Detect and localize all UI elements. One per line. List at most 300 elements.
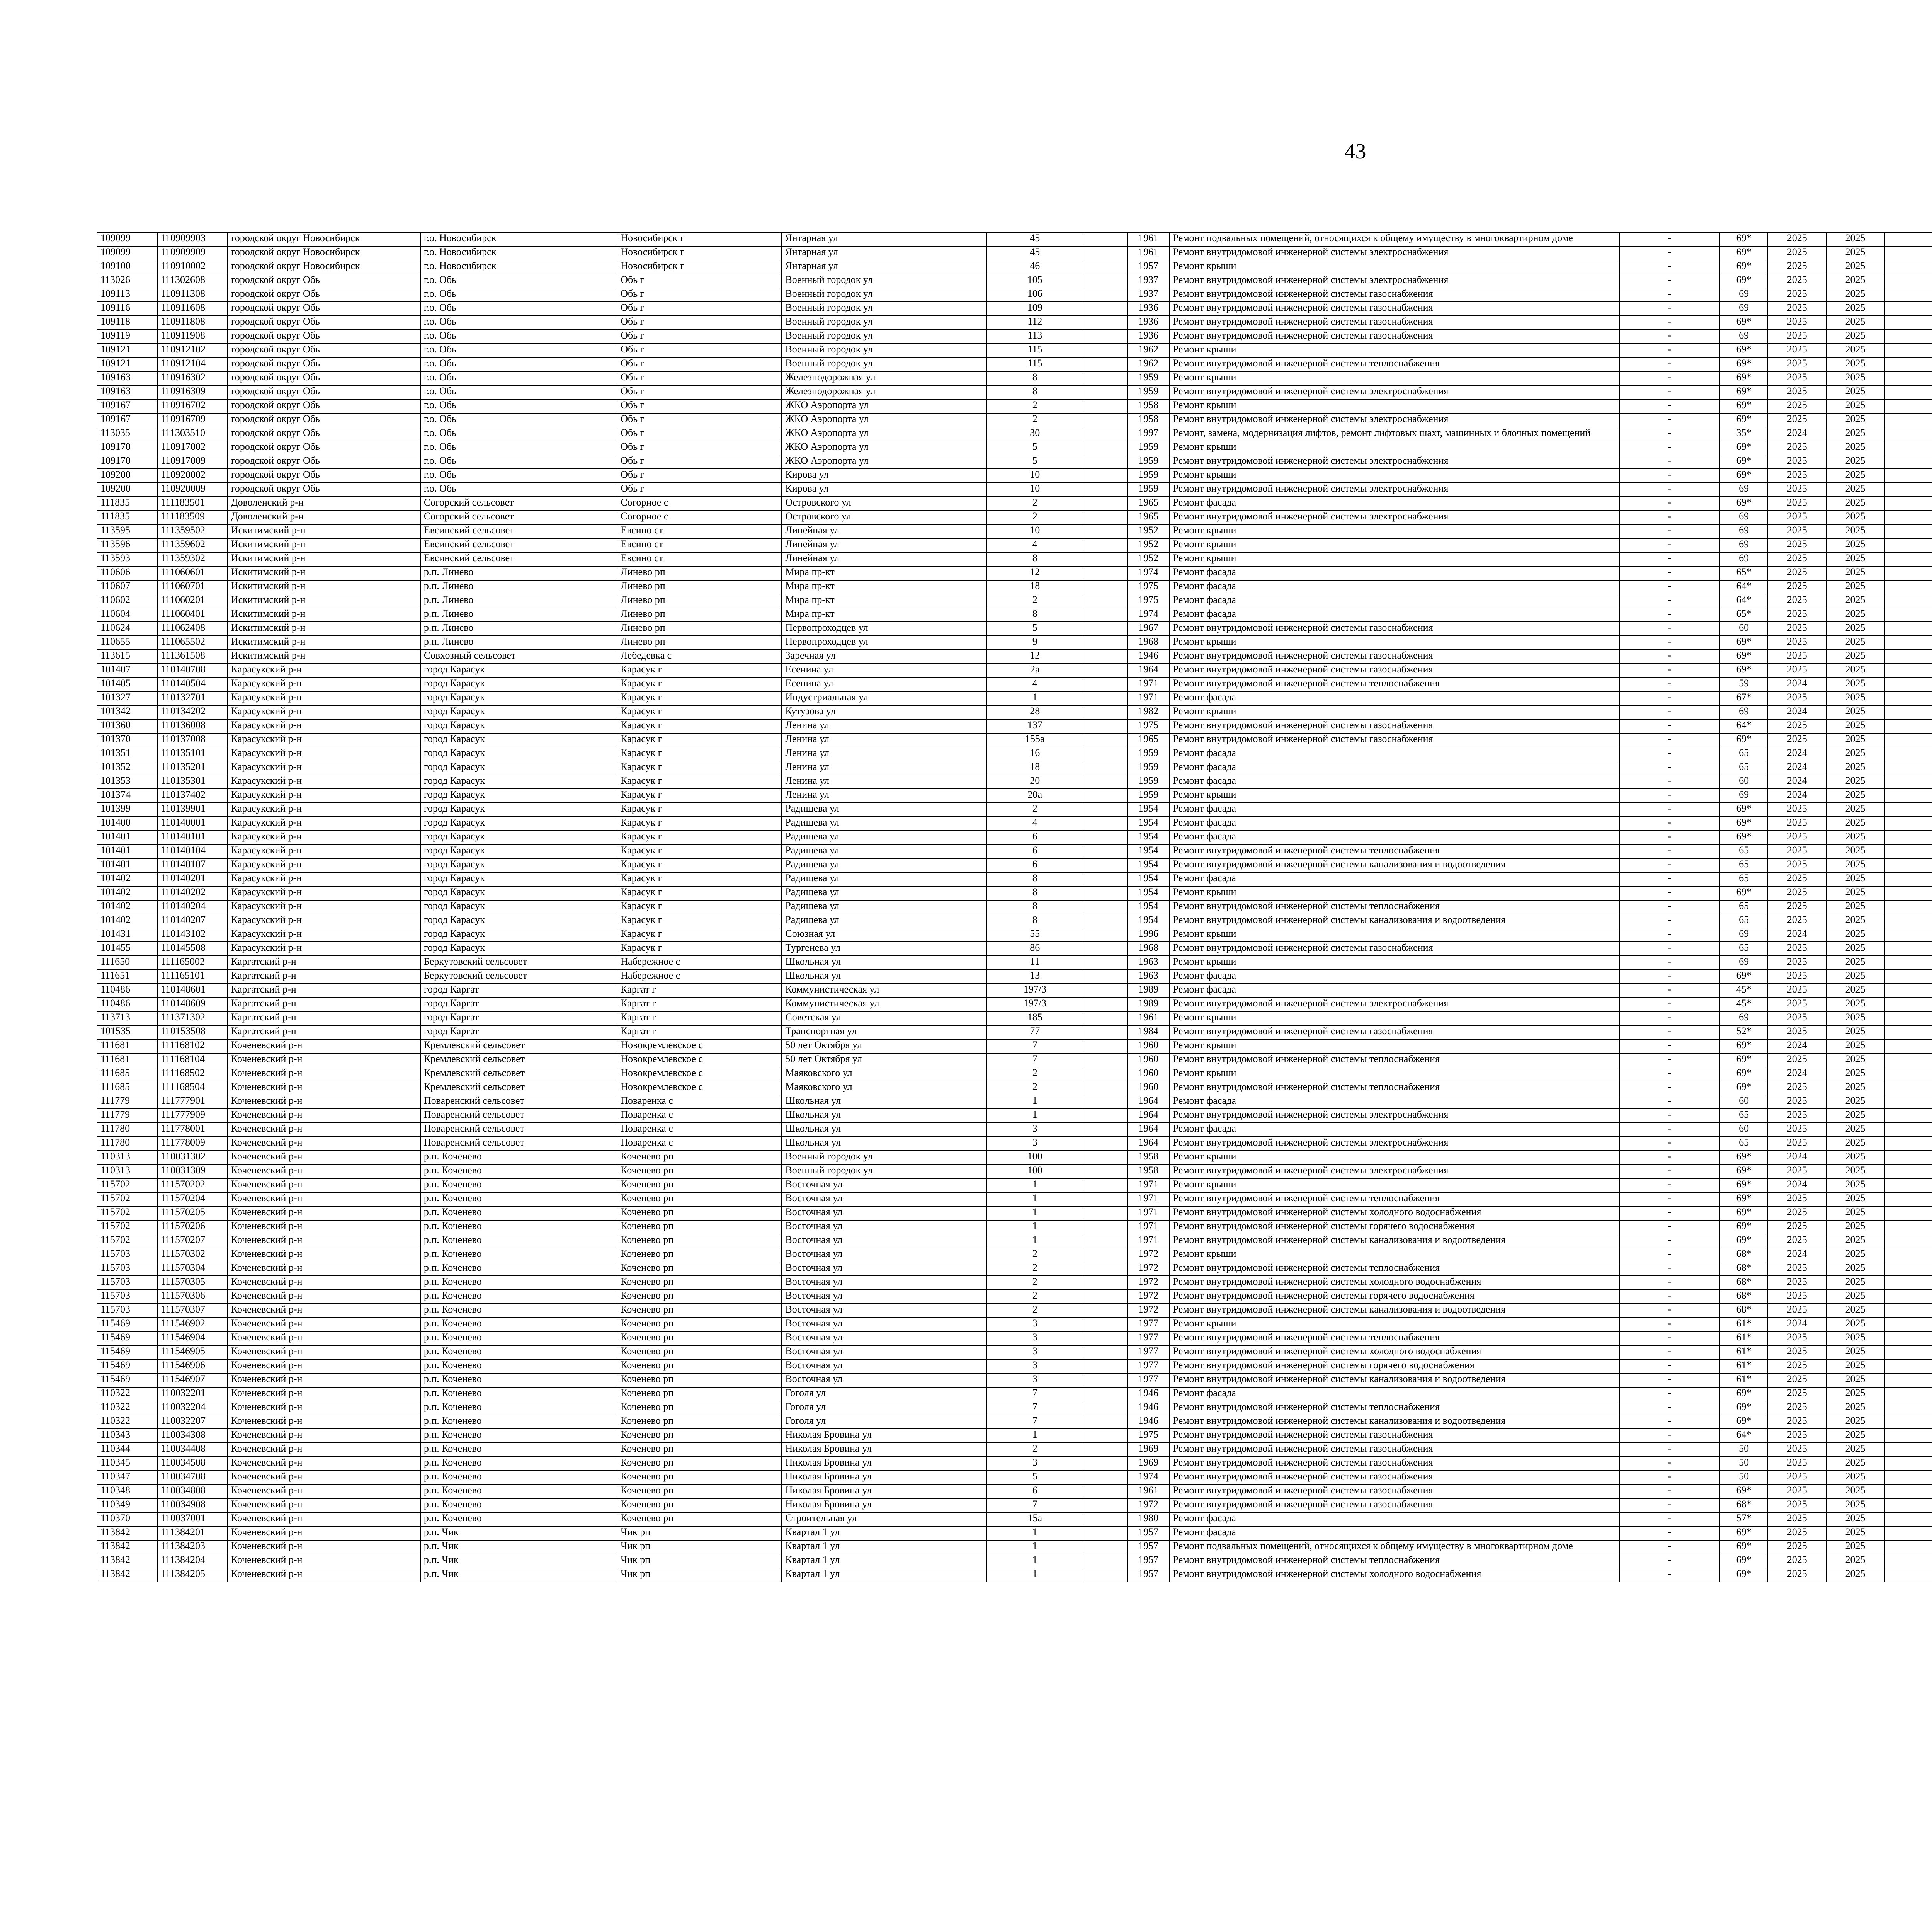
cell-dash: - [1619,775,1720,789]
cell-settlement: Согорский сельсовет [420,511,617,524]
cell-work-code: 110916709 [157,413,228,427]
cell-locality: Коченево рп [617,1485,782,1498]
cell-street: Николая Бровина ул [782,1457,986,1471]
cell-district: Карасукский р-н [228,900,420,914]
cell-house-id: 113596 [97,538,157,552]
cell-work-code: 110136008 [157,719,228,733]
cell-build-year: 1974 [1127,566,1169,580]
cell-blank [1083,344,1127,358]
cell-house-id: 113842 [97,1554,157,1568]
cell-build-year: 1996 [1127,928,1169,942]
cell-norm: 69* [1720,970,1768,984]
cell-build-year: 1989 [1127,998,1169,1011]
cell-norm: 60 [1720,775,1768,789]
cell-norm: 61* [1720,1345,1768,1359]
cell-house-number: 2 [987,497,1083,511]
cell-total-cost [1884,1053,1932,1067]
cell-build-year: 1997 [1127,427,1169,441]
cell-street: Советская ул [782,1011,986,1025]
cell-work-code: 111303510 [157,427,228,441]
cell-street: Николая Бровина ул [782,1443,986,1457]
cell-work-type: Ремонт внутридомовой инженерной системы газоснабжения [1170,733,1619,747]
cell-work-code: 110143102 [157,928,228,942]
cell-blank [1083,886,1127,900]
cell-norm: 69* [1720,1081,1768,1095]
cell-year-end: 2025 [1826,594,1884,608]
cell-house-number: 2 [987,1067,1083,1081]
cell-norm: 69* [1720,1151,1768,1165]
cell-settlement: Кремлевский сельсовет [420,1081,617,1095]
cell-locality: Карасук г [617,831,782,844]
cell-locality: Коченево рп [617,1276,782,1290]
cell-district: Карасукский р-н [228,747,420,761]
cell-street: Восточная ул [782,1206,986,1220]
cell-norm: 69* [1720,1206,1768,1220]
cell-total-cost [1884,1498,1932,1512]
cell-district: Карасукский р-н [228,761,420,775]
cell-house-id: 101400 [97,817,157,831]
cell-house-id: 110370 [97,1512,157,1526]
cell-house-id: 101401 [97,858,157,872]
cell-work-type: Ремонт внутридомовой инженерной системы канализования и водоотведения [1170,858,1619,872]
cell-house-id: 115469 [97,1318,157,1331]
cell-house-number: 2а [987,664,1083,678]
cell-year-end: 2025 [1826,1457,1884,1471]
cell-work-code: 110034708 [157,1471,228,1485]
cell-dash: - [1619,1206,1720,1220]
cell-house-number: 2 [987,511,1083,524]
cell-norm: 69* [1720,441,1768,455]
cell-norm: 68* [1720,1498,1768,1512]
cell-year-start: 2024 [1768,789,1826,803]
cell-settlement: город Карасук [420,831,617,844]
cell-locality: Коченево рп [617,1498,782,1512]
cell-total-cost [1884,1540,1932,1554]
cell-house-number: 106 [987,288,1083,302]
cell-blank [1083,288,1127,302]
cell-street: Маяковского ул [782,1067,986,1081]
cell-year-end: 2025 [1826,858,1884,872]
cell-year-end: 2025 [1826,1192,1884,1206]
cell-year-start: 2025 [1768,483,1826,497]
cell-year-start: 2025 [1768,302,1826,316]
cell-district: Искитимский р-н [228,566,420,580]
cell-house-number: 1 [987,1178,1083,1192]
cell-house-id: 115469 [97,1331,157,1345]
cell-house-id: 109170 [97,455,157,469]
cell-locality: Коченево рп [617,1345,782,1359]
cell-work-type: Ремонт внутридомовой инженерной системы теплоснабжения [1170,1081,1619,1095]
cell-settlement: город Карасук [420,747,617,761]
table-row [97,1429,1932,1443]
cell-blank [1083,831,1127,844]
cell-build-year: 1958 [1127,399,1169,413]
cell-build-year: 1959 [1127,385,1169,399]
cell-blank [1083,566,1127,580]
cell-work-code: 111384205 [157,1568,228,1582]
cell-total-cost [1884,664,1932,678]
cell-street: Восточная ул [782,1220,986,1234]
cell-work-type: Ремонт внутридомовой инженерной системы канализования и водоотведения [1170,914,1619,928]
cell-house-id: 115469 [97,1345,157,1359]
table-row [97,524,1932,538]
cell-work-type: Ремонт фасада [1170,984,1619,998]
cell-locality: Карасук г [617,678,782,691]
cell-build-year: 1958 [1127,413,1169,427]
cell-locality: Карасук г [617,900,782,914]
cell-work-code: 110034908 [157,1498,228,1512]
cell-norm: 69* [1720,232,1768,246]
cell-year-start: 2025 [1768,580,1826,594]
cell-work-code: 111778001 [157,1123,228,1137]
cell-settlement: р.п. Коченево [420,1248,617,1262]
table-row [97,1387,1932,1401]
cell-build-year: 1960 [1127,1053,1169,1067]
cell-house-id: 113593 [97,552,157,566]
cell-house-id: 111835 [97,511,157,524]
cell-settlement: р.п. Линево [420,636,617,650]
cell-house-number: 5 [987,622,1083,636]
cell-norm: 69* [1720,664,1768,678]
cell-year-start: 2024 [1768,1151,1826,1165]
cell-work-type: Ремонт внутридомовой инженерной системы горячего водоснабжения [1170,1220,1619,1234]
cell-locality: Обь г [617,302,782,316]
cell-work-code: 111060701 [157,580,228,594]
cell-dash: - [1619,622,1720,636]
table-row [97,302,1932,316]
cell-blank [1083,1304,1127,1318]
cell-build-year: 1963 [1127,970,1169,984]
cell-blank [1083,232,1127,246]
cell-street: Военный городок ул [782,330,986,344]
cell-build-year: 1960 [1127,1081,1169,1095]
cell-blank [1083,1165,1127,1178]
cell-blank [1083,538,1127,552]
cell-blank [1083,1178,1127,1192]
cell-year-start: 2025 [1768,566,1826,580]
cell-build-year: 1968 [1127,636,1169,650]
cell-build-year: 1965 [1127,733,1169,747]
cell-total-cost [1884,872,1932,886]
cell-locality: Коченево рп [617,1471,782,1485]
cell-house-number: 77 [987,1025,1083,1039]
cell-settlement: Поваренский сельсовет [420,1123,617,1137]
cell-build-year: 1954 [1127,900,1169,914]
table-row [97,984,1932,998]
cell-blank [1083,1540,1127,1554]
cell-work-code: 111546904 [157,1331,228,1345]
cell-settlement: г.о. Обь [420,455,617,469]
cell-district: городской округ Обь [228,302,420,316]
cell-settlement: г.о. Обь [420,344,617,358]
cell-street: Радищева ул [782,858,986,872]
cell-year-start: 2025 [1768,469,1826,483]
cell-street: Восточная ул [782,1262,986,1276]
cell-blank [1083,1025,1127,1039]
cell-work-code: 110034308 [157,1429,228,1443]
cell-locality: Коченево рп [617,1262,782,1276]
cell-norm: 69 [1720,789,1768,803]
cell-street: Школьная ул [782,1095,986,1109]
cell-house-number: 2 [987,1262,1083,1276]
cell-work-type: Ремонт внутридомовой инженерной системы газоснабжения [1170,719,1619,733]
cell-year-start: 2025 [1768,1485,1826,1498]
cell-street: Восточная ул [782,1304,986,1318]
cell-dash: - [1619,1290,1720,1304]
cell-district: Искитимский р-н [228,608,420,622]
cell-locality: Каргат г [617,998,782,1011]
cell-total-cost [1884,1025,1932,1039]
cell-work-code: 110031309 [157,1165,228,1178]
cell-norm: 60 [1720,1095,1768,1109]
cell-build-year: 1937 [1127,274,1169,288]
cell-house-number: 10 [987,469,1083,483]
cell-house-id: 110344 [97,1443,157,1457]
cell-total-cost [1884,538,1932,552]
cell-work-code: 111570204 [157,1192,228,1206]
cell-dash: - [1619,566,1720,580]
cell-settlement: г.о. Новосибирск [420,260,617,274]
cell-house-number: 1 [987,1429,1083,1443]
cell-house-id: 110345 [97,1457,157,1471]
cell-work-code: 110140107 [157,858,228,872]
cell-total-cost [1884,1011,1932,1025]
cell-norm: 69 [1720,1011,1768,1025]
table-row [97,288,1932,302]
cell-street: Гоголя ул [782,1415,986,1429]
cell-blank [1083,511,1127,524]
cell-district: Карасукский р-н [228,789,420,803]
cell-year-start: 2025 [1768,984,1826,998]
cell-dash: - [1619,1318,1720,1331]
cell-build-year: 1971 [1127,1178,1169,1192]
cell-work-code: 110034808 [157,1485,228,1498]
cell-locality: Обь г [617,344,782,358]
cell-blank [1083,483,1127,497]
cell-work-code: 111183501 [157,497,228,511]
cell-build-year: 1958 [1127,1151,1169,1165]
cell-blank [1083,260,1127,274]
cell-locality: Обь г [617,371,782,385]
cell-year-end: 2025 [1826,691,1884,705]
cell-district: Коченевский р-н [228,1262,420,1276]
cell-work-type: Ремонт внутридомовой инженерной системы газоснабжения [1170,664,1619,678]
cell-year-end: 2025 [1826,385,1884,399]
cell-work-code: 110920002 [157,469,228,483]
cell-locality: Новосибирск г [617,260,782,274]
cell-street: Линейная ул [782,524,986,538]
table-row [97,1345,1932,1359]
table-row [97,1137,1932,1151]
cell-work-type: Ремонт внутридомовой инженерной системы электроснабжения [1170,1137,1619,1151]
cell-blank [1083,552,1127,566]
cell-locality: Евсино ст [617,552,782,566]
cell-total-cost [1884,441,1932,455]
cell-year-end: 2025 [1826,288,1884,302]
cell-locality: Обь г [617,358,782,371]
cell-dash: - [1619,789,1720,803]
cell-dash: - [1619,497,1720,511]
cell-work-type: Ремонт фасада [1170,831,1619,844]
cell-year-end: 2025 [1826,1151,1884,1165]
cell-house-number: 3 [987,1345,1083,1359]
cell-settlement: Поваренский сельсовет [420,1137,617,1151]
cell-house-id: 113026 [97,274,157,288]
cell-blank [1083,399,1127,413]
cell-house-number: 7 [987,1498,1083,1512]
cell-norm: 69* [1720,1485,1768,1498]
cell-total-cost [1884,511,1932,524]
cell-street: Тургенева ул [782,942,986,956]
cell-work-type: Ремонт внутридомовой инженерной системы газоснабжения [1170,622,1619,636]
cell-house-number: 115 [987,344,1083,358]
cell-year-start: 2025 [1768,1387,1826,1401]
cell-norm: 69* [1720,316,1768,330]
cell-norm: 65 [1720,858,1768,872]
cell-locality: Карасук г [617,942,782,956]
cell-district: Коченевский р-н [228,1137,420,1151]
cell-blank [1083,302,1127,316]
cell-locality: Коченево рп [617,1415,782,1429]
cell-settlement: р.п. Коченево [420,1206,617,1220]
cell-district: Коченевский р-н [228,1248,420,1262]
cell-work-code: 110140708 [157,664,228,678]
cell-dash: - [1619,274,1720,288]
cell-work-code: 110917002 [157,441,228,455]
cell-year-end: 2025 [1826,469,1884,483]
cell-blank [1083,455,1127,469]
cell-norm: 68* [1720,1304,1768,1318]
cell-total-cost [1884,288,1932,302]
cell-year-start: 2025 [1768,1165,1826,1178]
cell-work-code: 110140001 [157,817,228,831]
cell-district: Коченевский р-н [228,1067,420,1081]
cell-dash: - [1619,1331,1720,1345]
cell-house-number: 10 [987,524,1083,538]
cell-street: Железнодорожная ул [782,371,986,385]
cell-street: ЖКО Аэропорта ул [782,455,986,469]
cell-district: Доволенский р-н [228,497,420,511]
cell-build-year: 1975 [1127,1429,1169,1443]
cell-district: Каргатский р-н [228,1011,420,1025]
cell-settlement: Беркутовский сельсовет [420,956,617,970]
cell-blank [1083,747,1127,761]
cell-work-type: Ремонт внутридомовой инженерной системы холодного водоснабжения [1170,1345,1619,1359]
cell-total-cost [1884,399,1932,413]
cell-street: Военный городок ул [782,316,986,330]
cell-locality: Коченево рп [617,1318,782,1331]
cell-work-code: 110912102 [157,344,228,358]
cell-settlement: Совхозный сельсовет [420,650,617,664]
cell-work-type: Ремонт внутридомовой инженерной системы электроснабжения [1170,483,1619,497]
cell-total-cost [1884,1373,1932,1387]
cell-settlement: Кремлевский сельсовет [420,1067,617,1081]
cell-work-code: 110137008 [157,733,228,747]
table-row [97,1318,1932,1331]
table-row [97,886,1932,900]
cell-street: Первопроходцев ул [782,622,986,636]
cell-house-number: 3 [987,1137,1083,1151]
cell-settlement: город Каргат [420,1025,617,1039]
cell-house-id: 101431 [97,928,157,942]
table-row [97,1109,1932,1123]
cell-blank [1083,1192,1127,1206]
cell-work-type: Ремонт фасада [1170,1387,1619,1401]
cell-locality: Коченево рп [617,1151,782,1165]
cell-norm: 45* [1720,998,1768,1011]
cell-year-start: 2025 [1768,1471,1826,1485]
cell-street: Гоголя ул [782,1387,986,1401]
cell-settlement: р.п. Коченево [420,1178,617,1192]
cell-norm: 69* [1720,358,1768,371]
cell-build-year: 1959 [1127,761,1169,775]
cell-settlement: р.п. Линево [420,594,617,608]
cell-blank [1083,497,1127,511]
cell-district: городской округ Обь [228,455,420,469]
cell-total-cost [1884,636,1932,650]
cell-total-cost [1884,580,1932,594]
cell-house-number: 1 [987,1526,1083,1540]
cell-year-start: 2024 [1768,1067,1826,1081]
cell-work-code: 110135101 [157,747,228,761]
cell-build-year: 1982 [1127,705,1169,719]
cell-locality: Обь г [617,399,782,413]
cell-locality: Коченево рп [617,1457,782,1471]
cell-blank [1083,1554,1127,1568]
cell-year-start: 2025 [1768,886,1826,900]
cell-house-id: 113615 [97,650,157,664]
cell-work-type: Ремонт внутридомовой инженерной системы холодного водоснабжения [1170,1568,1619,1582]
cell-dash: - [1619,678,1720,691]
cell-norm: 52* [1720,1025,1768,1039]
cell-work-code: 110032204 [157,1401,228,1415]
cell-house-id: 110624 [97,622,157,636]
cell-work-type: Ремонт внутридомовой инженерной системы газоснабжения [1170,942,1619,956]
cell-street: Радищева ул [782,886,986,900]
cell-work-code: 111570304 [157,1262,228,1276]
cell-work-type: Ремонт внутридомовой инженерной системы газоснабжения [1170,1025,1619,1039]
table-row [97,1151,1932,1165]
cell-year-end: 2025 [1826,344,1884,358]
cell-house-id: 110602 [97,594,157,608]
cell-work-code: 110148609 [157,998,228,1011]
cell-build-year: 1946 [1127,1415,1169,1429]
cell-street: Коммунистическая ул [782,984,986,998]
cell-norm: 69* [1720,1053,1768,1067]
cell-norm: 65 [1720,914,1768,928]
cell-norm: 69* [1720,344,1768,358]
cell-house-number: 15а [987,1512,1083,1526]
cell-work-code: 111359302 [157,552,228,566]
cell-settlement: р.п. Коченево [420,1359,617,1373]
cell-house-number: 109 [987,302,1083,316]
cell-year-start: 2025 [1768,942,1826,956]
cell-house-id: 115703 [97,1290,157,1304]
cell-street: Ленина ул [782,775,986,789]
cell-year-start: 2025 [1768,232,1826,246]
cell-year-start: 2025 [1768,1345,1826,1359]
cell-year-end: 2025 [1826,1095,1884,1109]
cell-dash: - [1619,733,1720,747]
cell-house-id: 109167 [97,399,157,413]
cell-norm: 69* [1720,1526,1768,1540]
cell-norm: 68* [1720,1290,1768,1304]
cell-work-code: 110912104 [157,358,228,371]
cell-total-cost [1884,316,1932,330]
cell-locality: Новосибирск г [617,232,782,246]
cell-district: Каргатский р-н [228,1025,420,1039]
cell-district: Коченевский р-н [228,1512,420,1526]
